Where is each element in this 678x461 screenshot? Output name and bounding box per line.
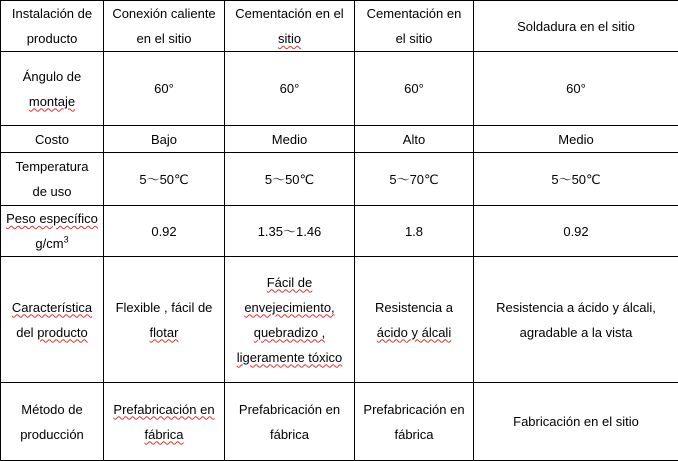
table-cell xyxy=(104,206,225,257)
row-header xyxy=(1,153,104,206)
cell-line xyxy=(4,231,100,256)
table-cell xyxy=(104,126,225,153)
table-cell xyxy=(225,126,355,153)
cell-line: Soldadura en el sitio xyxy=(477,14,675,39)
cell-line: Método de xyxy=(4,397,100,422)
table-row xyxy=(1,206,678,257)
cell-line: quebradizo , xyxy=(228,320,351,345)
cell-line: Prefabricación en xyxy=(107,397,221,422)
row-header xyxy=(1,1,104,52)
table-cell xyxy=(474,153,678,206)
row-header xyxy=(1,257,104,383)
table-cell xyxy=(225,153,355,206)
table-cell xyxy=(355,206,474,257)
row-header xyxy=(1,206,104,257)
table-cell xyxy=(104,52,225,126)
cell-line: sitio xyxy=(228,26,351,51)
cell-line: 0.92 xyxy=(477,219,675,244)
cell-line: Flexible , fácil de xyxy=(107,295,221,320)
cell-line: Resistencia a ácido y álcali, xyxy=(477,295,675,320)
cell-line: el sitio xyxy=(358,26,470,51)
cell-line: ácido y álcali xyxy=(358,320,470,345)
table-cell xyxy=(104,1,225,52)
cell-line: 5～70℃ xyxy=(358,167,470,192)
cell-line-part: del xyxy=(16,325,37,340)
table-row xyxy=(1,257,678,383)
cell-line: fábrica xyxy=(358,422,470,447)
table-cell xyxy=(474,126,678,153)
cell-line: 60° xyxy=(358,76,470,101)
cell-line: Cementación en el xyxy=(228,1,351,26)
cell-line: Cementación en xyxy=(358,1,470,26)
cell-line: Instalación de xyxy=(4,1,100,26)
table-cell xyxy=(225,1,355,52)
table-cell xyxy=(474,383,678,461)
cell-line: Medio xyxy=(228,127,351,152)
cell-line: Ángulo de xyxy=(4,64,100,89)
table-cell xyxy=(225,383,355,461)
cell-line: Fabricación en el sitio xyxy=(477,409,675,434)
table-cell xyxy=(104,383,225,461)
cell-line: ligeramente tóxico xyxy=(228,345,351,370)
table-row xyxy=(1,126,678,153)
table-cell xyxy=(474,52,678,126)
table-cell xyxy=(225,52,355,126)
cell-line: Medio xyxy=(477,127,675,152)
row-header xyxy=(1,52,104,126)
cell-line: producción xyxy=(4,422,100,447)
row-header xyxy=(1,383,104,461)
cell-line: fábrica xyxy=(228,422,351,447)
table-cell xyxy=(355,383,474,461)
cell-line: Fácil de xyxy=(228,270,351,295)
table-cell xyxy=(355,257,474,383)
cell-line: 60° xyxy=(228,76,351,101)
table-cell xyxy=(355,126,474,153)
cell-line: Característica xyxy=(4,295,100,320)
cell-line: producto xyxy=(4,26,100,51)
cell-line: montaje xyxy=(4,89,100,114)
cell-line: 1.35～1.46 xyxy=(228,219,351,244)
cell-line: 60° xyxy=(477,76,675,101)
table-cell xyxy=(104,153,225,206)
cell-line: 5～50℃ xyxy=(477,167,675,192)
cell-line: Peso específico xyxy=(4,206,100,231)
cell-line: 0.92 xyxy=(107,219,221,244)
table-cell xyxy=(355,153,474,206)
cell-line: Prefabricación en xyxy=(228,397,351,422)
table-cell xyxy=(355,52,474,126)
cell-line: 60° xyxy=(107,76,221,101)
cell-line: en el sitio xyxy=(107,26,221,51)
table-row xyxy=(1,383,678,461)
table-cell xyxy=(474,1,678,52)
cell-line: de uso xyxy=(4,179,100,204)
cell-line: 1.8 xyxy=(358,219,470,244)
cell-line-part: producto xyxy=(37,325,88,340)
cell-line: fábrica xyxy=(107,422,221,447)
cell-line: Temperatura xyxy=(4,154,100,179)
cell-line: Costo xyxy=(4,127,100,152)
table-cell xyxy=(474,206,678,257)
cell-line xyxy=(4,320,100,345)
table-cell xyxy=(225,257,355,383)
cell-line: agradable a la vista xyxy=(477,320,675,345)
cell-line: 5～50℃ xyxy=(228,167,351,192)
table-row xyxy=(1,52,678,126)
table-row xyxy=(1,1,678,52)
cell-line: 5～50℃ xyxy=(107,167,221,192)
cell-line: Prefabricación en xyxy=(358,397,470,422)
unit-label: g/cm xyxy=(35,236,63,251)
row-header xyxy=(1,126,104,153)
cell-line: Resistencia a xyxy=(358,295,470,320)
cell-line: flotar xyxy=(107,320,221,345)
table-cell xyxy=(355,1,474,52)
table-cell xyxy=(474,257,678,383)
cell-line: Alto xyxy=(358,127,470,152)
table-cell xyxy=(104,257,225,383)
table-cell xyxy=(225,206,355,257)
cell-line: Conexión caliente xyxy=(107,1,221,26)
table-row xyxy=(1,153,678,206)
cell-line: Bajo xyxy=(107,127,221,152)
cell-line: envejecimiento, xyxy=(228,295,351,320)
unit-exponent: 3 xyxy=(64,235,69,245)
